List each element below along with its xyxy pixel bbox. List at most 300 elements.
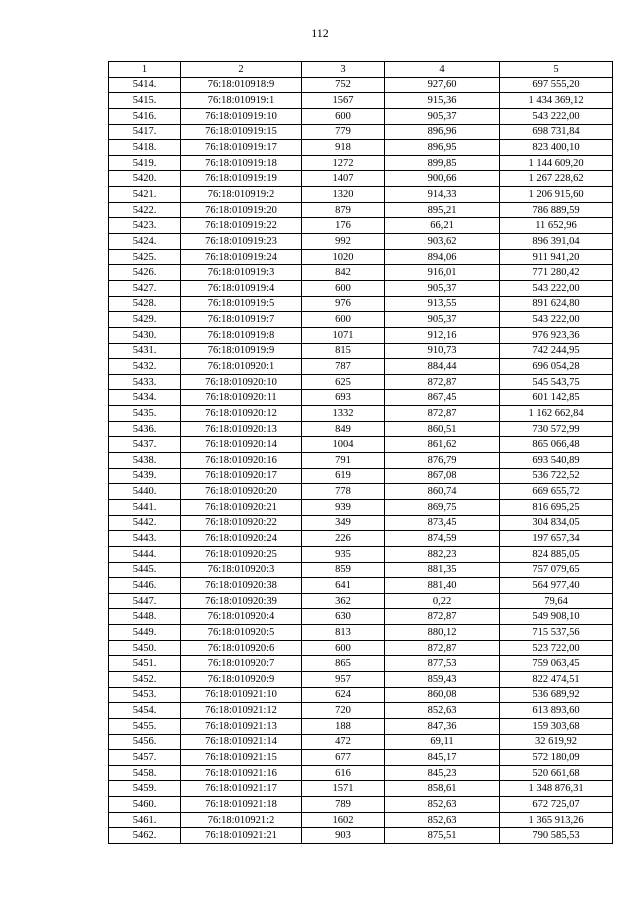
row-number-cell: 5453. — [109, 687, 181, 703]
area-cell: 600 — [302, 280, 385, 296]
table-row — [109, 609, 613, 625]
rate-cell: 873,45 — [385, 515, 500, 531]
row-number-cell: 5436. — [109, 421, 181, 437]
table-row — [109, 374, 613, 390]
cadastral-number-cell: 76:18:010919:1 — [181, 93, 302, 109]
value-cell: 11 652,96 — [500, 218, 613, 234]
page-number: 112 — [311, 26, 329, 40]
rate-cell: 845,23 — [385, 765, 500, 781]
area-cell: 625 — [302, 374, 385, 390]
rate-cell: 905,37 — [385, 280, 500, 296]
cadastral-number-cell: 76:18:010919:10 — [181, 108, 302, 124]
value-cell: 523 722,00 — [500, 640, 613, 656]
table-row — [109, 812, 613, 828]
area-cell: 1320 — [302, 187, 385, 203]
rate-cell: 869,75 — [385, 499, 500, 515]
row-number-cell: 5438. — [109, 453, 181, 469]
row-number-cell: 5458. — [109, 765, 181, 781]
row-number-cell: 5428. — [109, 296, 181, 312]
area-cell: 693 — [302, 390, 385, 406]
cadastral-number-cell: 76:18:010920:5 — [181, 625, 302, 641]
area-cell: 859 — [302, 562, 385, 578]
area-cell: 677 — [302, 750, 385, 766]
value-cell: 536 722,52 — [500, 468, 613, 484]
table-row — [109, 578, 613, 594]
rate-cell: 69,11 — [385, 734, 500, 750]
value-cell: 1 162 662,84 — [500, 406, 613, 422]
area-cell: 789 — [302, 797, 385, 813]
table-row — [109, 124, 613, 140]
rate-cell: 905,37 — [385, 312, 500, 328]
row-number-cell: 5451. — [109, 656, 181, 672]
area-cell: 1272 — [302, 155, 385, 171]
table-row — [109, 171, 613, 187]
row-number-cell: 5443. — [109, 531, 181, 547]
value-cell: 304 834,05 — [500, 515, 613, 531]
area-cell: 849 — [302, 421, 385, 437]
data-table — [108, 61, 613, 844]
table-row — [109, 312, 613, 328]
row-number-cell: 5461. — [109, 812, 181, 828]
cadastral-number-cell: 76:18:010919:4 — [181, 280, 302, 296]
row-number-cell: 5439. — [109, 468, 181, 484]
rate-cell: 899,85 — [385, 155, 500, 171]
cadastral-number-cell: 76:18:010919:20 — [181, 202, 302, 218]
value-cell: 1 365 913,26 — [500, 812, 613, 828]
area-cell: 787 — [302, 359, 385, 375]
area-cell: 472 — [302, 734, 385, 750]
rate-cell: 905,37 — [385, 108, 500, 124]
column-header: 3 — [302, 62, 385, 78]
rate-cell: 858,61 — [385, 781, 500, 797]
rate-cell: 845,17 — [385, 750, 500, 766]
column-header: 2 — [181, 62, 302, 78]
row-number-cell: 5431. — [109, 343, 181, 359]
row-number-cell: 5447. — [109, 593, 181, 609]
table-row — [109, 140, 613, 156]
cadastral-number-cell: 76:18:010920:11 — [181, 390, 302, 406]
rate-cell: 927,60 — [385, 77, 500, 93]
cadastral-number-cell: 76:18:010920:13 — [181, 421, 302, 437]
area-cell: 188 — [302, 718, 385, 734]
table-row — [109, 249, 613, 265]
row-number-cell: 5423. — [109, 218, 181, 234]
cadastral-number-cell: 76:18:010919:24 — [181, 249, 302, 265]
value-cell: 672 725,07 — [500, 797, 613, 813]
row-number-cell: 5414. — [109, 77, 181, 93]
cadastral-number-cell: 76:18:010919:17 — [181, 140, 302, 156]
rate-cell: 860,51 — [385, 421, 500, 437]
rate-cell: 872,87 — [385, 406, 500, 422]
rate-cell: 860,74 — [385, 484, 500, 500]
area-cell: 624 — [302, 687, 385, 703]
area-cell: 600 — [302, 312, 385, 328]
value-cell: 1 144 609,20 — [500, 155, 613, 171]
cadastral-number-cell: 76:18:010919:5 — [181, 296, 302, 312]
value-cell: 549 908,10 — [500, 609, 613, 625]
cadastral-number-cell: 76:18:010920:6 — [181, 640, 302, 656]
cadastral-number-cell: 76:18:010920:10 — [181, 374, 302, 390]
area-cell: 865 — [302, 656, 385, 672]
rate-cell: 860,08 — [385, 687, 500, 703]
cadastral-number-cell: 76:18:010921:10 — [181, 687, 302, 703]
row-number-cell: 5459. — [109, 781, 181, 797]
rate-cell: 895,21 — [385, 202, 500, 218]
table-row — [109, 828, 613, 844]
row-number-cell: 5441. — [109, 499, 181, 515]
row-number-cell: 5442. — [109, 515, 181, 531]
value-cell: 572 180,09 — [500, 750, 613, 766]
cadastral-number-cell: 76:18:010920:3 — [181, 562, 302, 578]
area-cell: 1602 — [302, 812, 385, 828]
area-cell: 752 — [302, 77, 385, 93]
value-cell: 520 661,68 — [500, 765, 613, 781]
rate-cell: 876,79 — [385, 453, 500, 469]
area-cell: 778 — [302, 484, 385, 500]
table-body — [109, 77, 613, 843]
area-cell: 791 — [302, 453, 385, 469]
value-cell: 822 474,51 — [500, 671, 613, 687]
value-cell: 786 889,59 — [500, 202, 613, 218]
table-row — [109, 218, 613, 234]
column-header: 5 — [500, 62, 613, 78]
row-number-cell: 5420. — [109, 171, 181, 187]
table-row — [109, 703, 613, 719]
value-cell: 697 555,20 — [500, 77, 613, 93]
value-cell: 1 267 228,62 — [500, 171, 613, 187]
row-number-cell: 5445. — [109, 562, 181, 578]
area-cell: 1020 — [302, 249, 385, 265]
rate-cell: 861,62 — [385, 437, 500, 453]
rate-cell: 875,51 — [385, 828, 500, 844]
row-number-cell: 5425. — [109, 249, 181, 265]
area-cell: 957 — [302, 671, 385, 687]
table-row — [109, 437, 613, 453]
area-cell: 1571 — [302, 781, 385, 797]
value-cell: 816 695,25 — [500, 499, 613, 515]
cadastral-number-cell: 76:18:010918:9 — [181, 77, 302, 93]
area-cell: 641 — [302, 578, 385, 594]
rate-cell: 852,63 — [385, 797, 500, 813]
rate-cell: 0,22 — [385, 593, 500, 609]
table-row — [109, 484, 613, 500]
area-cell: 992 — [302, 234, 385, 250]
area-cell: 813 — [302, 625, 385, 641]
area-cell: 600 — [302, 640, 385, 656]
row-number-cell: 5426. — [109, 265, 181, 281]
table-row — [109, 718, 613, 734]
value-cell: 715 537,56 — [500, 625, 613, 641]
area-cell: 1567 — [302, 93, 385, 109]
value-cell: 669 655,72 — [500, 484, 613, 500]
table-row — [109, 296, 613, 312]
table-row — [109, 202, 613, 218]
rate-cell: 903,62 — [385, 234, 500, 250]
table-row — [109, 671, 613, 687]
value-cell: 865 066,48 — [500, 437, 613, 453]
row-number-cell: 5455. — [109, 718, 181, 734]
row-number-cell: 5452. — [109, 671, 181, 687]
row-number-cell: 5429. — [109, 312, 181, 328]
table-row — [109, 515, 613, 531]
row-number-cell: 5417. — [109, 124, 181, 140]
rate-cell: 916,01 — [385, 265, 500, 281]
row-number-cell: 5421. — [109, 187, 181, 203]
table-row — [109, 93, 613, 109]
cadastral-number-cell: 76:18:010919:19 — [181, 171, 302, 187]
value-cell: 693 540,89 — [500, 453, 613, 469]
table-row — [109, 359, 613, 375]
value-cell: 564 977,40 — [500, 578, 613, 594]
cadastral-number-cell: 76:18:010919:9 — [181, 343, 302, 359]
area-cell: 1332 — [302, 406, 385, 422]
cadastral-number-cell: 76:18:010921:14 — [181, 734, 302, 750]
value-cell: 896 391,04 — [500, 234, 613, 250]
table-row — [109, 765, 613, 781]
rate-cell: 877,53 — [385, 656, 500, 672]
row-number-cell: 5424. — [109, 234, 181, 250]
table-row — [109, 390, 613, 406]
table-row — [109, 531, 613, 547]
rate-cell: 896,95 — [385, 140, 500, 156]
rate-cell: 884,44 — [385, 359, 500, 375]
cadastral-number-cell: 76:18:010921:17 — [181, 781, 302, 797]
cadastral-number-cell: 76:18:010919:7 — [181, 312, 302, 328]
column-header: 4 — [385, 62, 500, 78]
row-number-cell: 5446. — [109, 578, 181, 594]
cadastral-number-cell: 76:18:010920:20 — [181, 484, 302, 500]
cadastral-number-cell: 76:18:010919:22 — [181, 218, 302, 234]
cadastral-number-cell: 76:18:010921:21 — [181, 828, 302, 844]
cadastral-number-cell: 76:18:010920:24 — [181, 531, 302, 547]
rate-cell: 872,87 — [385, 640, 500, 656]
row-number-cell: 5435. — [109, 406, 181, 422]
rate-cell: 880,12 — [385, 625, 500, 641]
area-cell: 630 — [302, 609, 385, 625]
area-cell: 616 — [302, 765, 385, 781]
area-cell: 903 — [302, 828, 385, 844]
table-row — [109, 499, 613, 515]
rate-cell: 915,36 — [385, 93, 500, 109]
value-cell: 759 063,45 — [500, 656, 613, 672]
area-cell: 815 — [302, 343, 385, 359]
table-row — [109, 468, 613, 484]
cadastral-number-cell: 76:18:010920:25 — [181, 546, 302, 562]
cadastral-number-cell: 76:18:010920:14 — [181, 437, 302, 453]
value-cell: 601 142,85 — [500, 390, 613, 406]
value-cell: 771 280,42 — [500, 265, 613, 281]
cadastral-number-cell: 76:18:010921:12 — [181, 703, 302, 719]
row-number-cell: 5456. — [109, 734, 181, 750]
rate-cell: 900,66 — [385, 171, 500, 187]
table-row — [109, 280, 613, 296]
table-row — [109, 546, 613, 562]
cadastral-number-cell: 76:18:010920:12 — [181, 406, 302, 422]
cadastral-number-cell: 76:18:010921:2 — [181, 812, 302, 828]
value-cell: 891 624,80 — [500, 296, 613, 312]
table-row — [109, 687, 613, 703]
rate-cell: 872,87 — [385, 374, 500, 390]
cadastral-number-cell: 76:18:010920:39 — [181, 593, 302, 609]
value-cell: 742 244,95 — [500, 343, 613, 359]
area-cell: 600 — [302, 108, 385, 124]
cadastral-number-cell: 76:18:010921:18 — [181, 797, 302, 813]
cadastral-number-cell: 76:18:010920:4 — [181, 609, 302, 625]
area-cell: 362 — [302, 593, 385, 609]
value-cell: 545 543,75 — [500, 374, 613, 390]
table-row — [109, 327, 613, 343]
row-number-cell: 5437. — [109, 437, 181, 453]
table-row — [109, 155, 613, 171]
cadastral-number-cell: 76:18:010920:16 — [181, 453, 302, 469]
value-cell: 1 206 915,60 — [500, 187, 613, 203]
row-number-cell: 5430. — [109, 327, 181, 343]
value-cell: 911 941,20 — [500, 249, 613, 265]
area-cell: 1004 — [302, 437, 385, 453]
area-cell: 976 — [302, 296, 385, 312]
row-number-cell: 5415. — [109, 93, 181, 109]
cadastral-number-cell: 76:18:010919:8 — [181, 327, 302, 343]
rate-cell: 874,59 — [385, 531, 500, 547]
row-number-cell: 5457. — [109, 750, 181, 766]
rate-cell: 852,63 — [385, 703, 500, 719]
value-cell: 1 434 369,12 — [500, 93, 613, 109]
cadastral-number-cell: 76:18:010919:15 — [181, 124, 302, 140]
area-cell: 720 — [302, 703, 385, 719]
table-row — [109, 343, 613, 359]
rate-cell: 859,43 — [385, 671, 500, 687]
rate-cell: 867,08 — [385, 468, 500, 484]
rate-cell: 872,87 — [385, 609, 500, 625]
rate-cell: 910,73 — [385, 343, 500, 359]
rate-cell: 66,21 — [385, 218, 500, 234]
row-number-cell: 5462. — [109, 828, 181, 844]
cadastral-number-cell: 76:18:010920:7 — [181, 656, 302, 672]
table-row — [109, 562, 613, 578]
table-row — [109, 234, 613, 250]
row-number-cell: 5419. — [109, 155, 181, 171]
value-cell: 1 348 876,31 — [500, 781, 613, 797]
rate-cell: 881,35 — [385, 562, 500, 578]
row-number-cell: 5444. — [109, 546, 181, 562]
row-number-cell: 5454. — [109, 703, 181, 719]
cadastral-number-cell: 76:18:010919:23 — [181, 234, 302, 250]
value-cell: 536 689,92 — [500, 687, 613, 703]
rate-cell: 912,16 — [385, 327, 500, 343]
rate-cell: 852,63 — [385, 812, 500, 828]
value-cell: 823 400,10 — [500, 140, 613, 156]
area-cell: 349 — [302, 515, 385, 531]
area-cell: 918 — [302, 140, 385, 156]
cadastral-number-cell: 76:18:010920:17 — [181, 468, 302, 484]
cadastral-number-cell: 76:18:010920:1 — [181, 359, 302, 375]
area-cell: 879 — [302, 202, 385, 218]
row-number-cell: 5427. — [109, 280, 181, 296]
table-row — [109, 781, 613, 797]
value-cell: 543 222,00 — [500, 280, 613, 296]
cadastral-number-cell: 76:18:010920:22 — [181, 515, 302, 531]
rate-cell: 847,36 — [385, 718, 500, 734]
row-number-cell: 5418. — [109, 140, 181, 156]
row-number-cell: 5440. — [109, 484, 181, 500]
table-row — [109, 265, 613, 281]
cadastral-number-cell: 76:18:010920:21 — [181, 499, 302, 515]
area-cell: 1071 — [302, 327, 385, 343]
row-number-cell: 5433. — [109, 374, 181, 390]
cadastral-number-cell: 76:18:010919:18 — [181, 155, 302, 171]
table-row — [109, 625, 613, 641]
area-cell: 176 — [302, 218, 385, 234]
table-row — [109, 421, 613, 437]
table-row — [109, 750, 613, 766]
value-cell: 757 079,65 — [500, 562, 613, 578]
area-cell: 779 — [302, 124, 385, 140]
row-number-cell: 5460. — [109, 797, 181, 813]
column-header: 1 — [109, 62, 181, 78]
row-number-cell: 5448. — [109, 609, 181, 625]
row-number-cell: 5434. — [109, 390, 181, 406]
row-number-cell: 5416. — [109, 108, 181, 124]
cadastral-number-cell: 76:18:010921:15 — [181, 750, 302, 766]
cadastral-number-cell: 76:18:010919:2 — [181, 187, 302, 203]
row-number-cell: 5432. — [109, 359, 181, 375]
area-cell: 935 — [302, 546, 385, 562]
row-number-cell: 5449. — [109, 625, 181, 641]
cadastral-number-cell: 76:18:010920:9 — [181, 671, 302, 687]
cadastral-number-cell: 76:18:010919:3 — [181, 265, 302, 281]
table-row — [109, 406, 613, 422]
value-cell: 613 893,60 — [500, 703, 613, 719]
area-cell: 226 — [302, 531, 385, 547]
rate-cell: 882,23 — [385, 546, 500, 562]
table-row — [109, 108, 613, 124]
rate-cell: 896,96 — [385, 124, 500, 140]
row-number-cell: 5450. — [109, 640, 181, 656]
rate-cell: 913,55 — [385, 296, 500, 312]
value-cell: 32 619,92 — [500, 734, 613, 750]
value-cell: 543 222,00 — [500, 312, 613, 328]
value-cell: 730 572,99 — [500, 421, 613, 437]
area-cell: 939 — [302, 499, 385, 515]
table-row — [109, 640, 613, 656]
value-cell: 698 731,84 — [500, 124, 613, 140]
area-cell: 842 — [302, 265, 385, 281]
rate-cell: 914,33 — [385, 187, 500, 203]
value-cell: 696 054,28 — [500, 359, 613, 375]
cadastral-number-cell: 76:18:010920:38 — [181, 578, 302, 594]
rate-cell: 881,40 — [385, 578, 500, 594]
table-header — [109, 62, 613, 78]
area-cell: 619 — [302, 468, 385, 484]
table-row — [109, 593, 613, 609]
area-cell: 1407 — [302, 171, 385, 187]
rate-cell: 867,45 — [385, 390, 500, 406]
value-cell: 543 222,00 — [500, 108, 613, 124]
cadastral-number-cell: 76:18:010921:16 — [181, 765, 302, 781]
value-cell: 197 657,34 — [500, 531, 613, 547]
table-row — [109, 797, 613, 813]
value-cell: 976 923,36 — [500, 327, 613, 343]
table-row — [109, 453, 613, 469]
value-cell: 824 885,05 — [500, 546, 613, 562]
value-cell: 79,64 — [500, 593, 613, 609]
table-row — [109, 187, 613, 203]
table-row — [109, 656, 613, 672]
value-cell: 159 303,68 — [500, 718, 613, 734]
cadastral-number-cell: 76:18:010921:13 — [181, 718, 302, 734]
row-number-cell: 5422. — [109, 202, 181, 218]
rate-cell: 894,06 — [385, 249, 500, 265]
